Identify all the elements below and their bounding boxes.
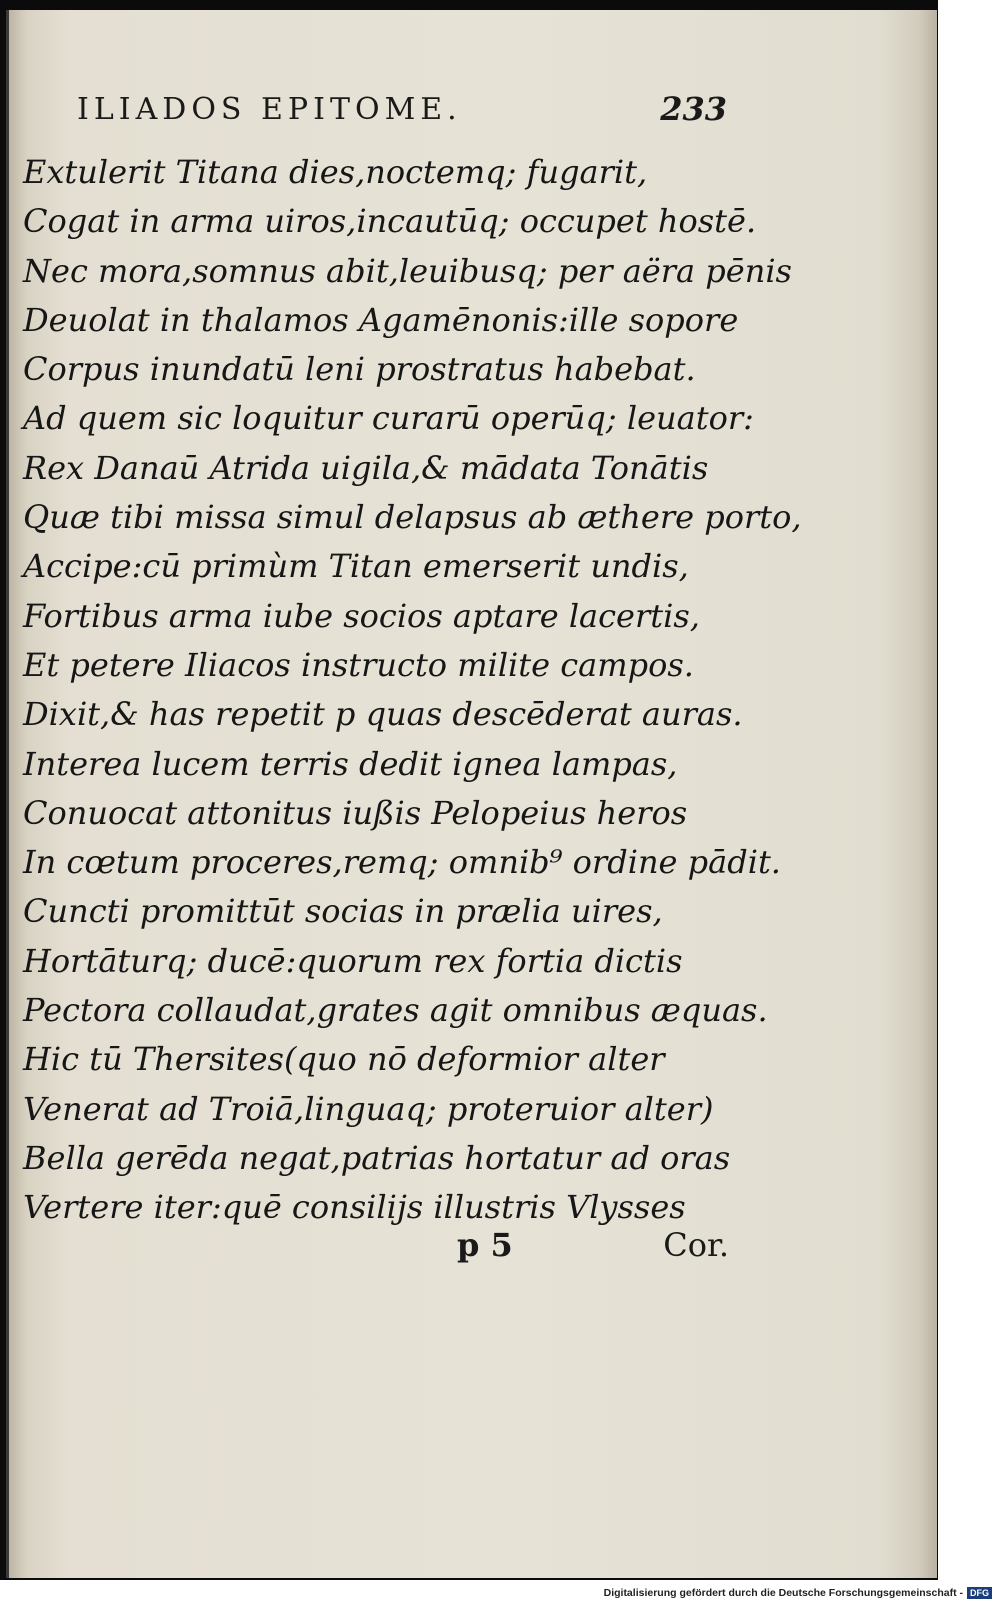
page-footer bbox=[449, 1226, 729, 1266]
verse-line: Cogat in arma uiros,incautūq; occupet hostē. bbox=[23, 202, 757, 241]
verse-line: Interea lucem terris dedit ignea lampas, bbox=[23, 744, 678, 783]
dfg-logo: DFG bbox=[967, 1587, 992, 1599]
verse-line: Bella gerēda negat,patrias hortatur ad oras bbox=[23, 1138, 731, 1177]
verse-line: Hic tū Thersites(quo nō deformior alter bbox=[23, 1040, 665, 1079]
running-title: ILIADOS EPITOME. bbox=[77, 92, 462, 127]
verse-line: Et petere Iliacos instructo milite campos. bbox=[23, 645, 694, 684]
verse-line: Dixit,& has repetit p quas descēderat auras. bbox=[23, 695, 743, 734]
verse-line: Rex Danaū Atrida uigila,& mādata Tonātis bbox=[23, 448, 709, 487]
verse-line: Quæ tibi missa simul delapsus ab æthere porto, bbox=[23, 498, 802, 537]
verse-list bbox=[23, 148, 923, 1233]
verse-line: Accipe:cū primùm Titan emerserit undis, bbox=[23, 547, 689, 586]
verse-line: Hortāturq; ducē:quorum rex fortia dictis bbox=[23, 941, 683, 980]
verse-line: Ad quem sic loquitur curarū operūq; leuator: bbox=[23, 399, 754, 438]
verse-line: Corpus inundatū leni prostratus habebat. bbox=[23, 350, 696, 389]
verse-line: Nec mora,somnus abit,leuibusq; per aëra pēnis bbox=[23, 251, 792, 290]
credit-text: Digitalisierung gefördert durch die Deutsche Forschungsgemeinschaft - bbox=[603, 1587, 963, 1599]
catchword: Cor. bbox=[663, 1226, 729, 1264]
digitization-credit bbox=[604, 1584, 992, 1602]
book-page bbox=[6, 10, 937, 1578]
verse-line: Fortibus arma iube socios aptare lacertis, bbox=[23, 596, 700, 635]
verse-line: Vertere iter:quē consilijs illustris Vlysses bbox=[23, 1188, 686, 1227]
verse-line: In cœtum proceres,remq; omnib⁹ ordine pādit. bbox=[23, 843, 781, 882]
verse-line: Venerat ad Troiā,linguaq; proteruior alter) bbox=[23, 1089, 714, 1128]
signature-mark: p 5 bbox=[457, 1226, 513, 1264]
verse-line: Cuncti promittūt socias in prælia uires, bbox=[23, 892, 663, 931]
verse-line: Pectora collaudat,grates agit omnibus æquas. bbox=[23, 991, 768, 1030]
verse-line: Extulerit Titana dies,noctemq; fugarit, bbox=[23, 153, 648, 191]
page-number: 233 bbox=[660, 90, 727, 128]
verse-line: Deuolat in thalamos Agamēnonis:ille sopore bbox=[23, 300, 739, 339]
verse-line: Conuocat attonitus iußis Pelopeius heros bbox=[23, 793, 688, 832]
page-header bbox=[77, 92, 727, 132]
